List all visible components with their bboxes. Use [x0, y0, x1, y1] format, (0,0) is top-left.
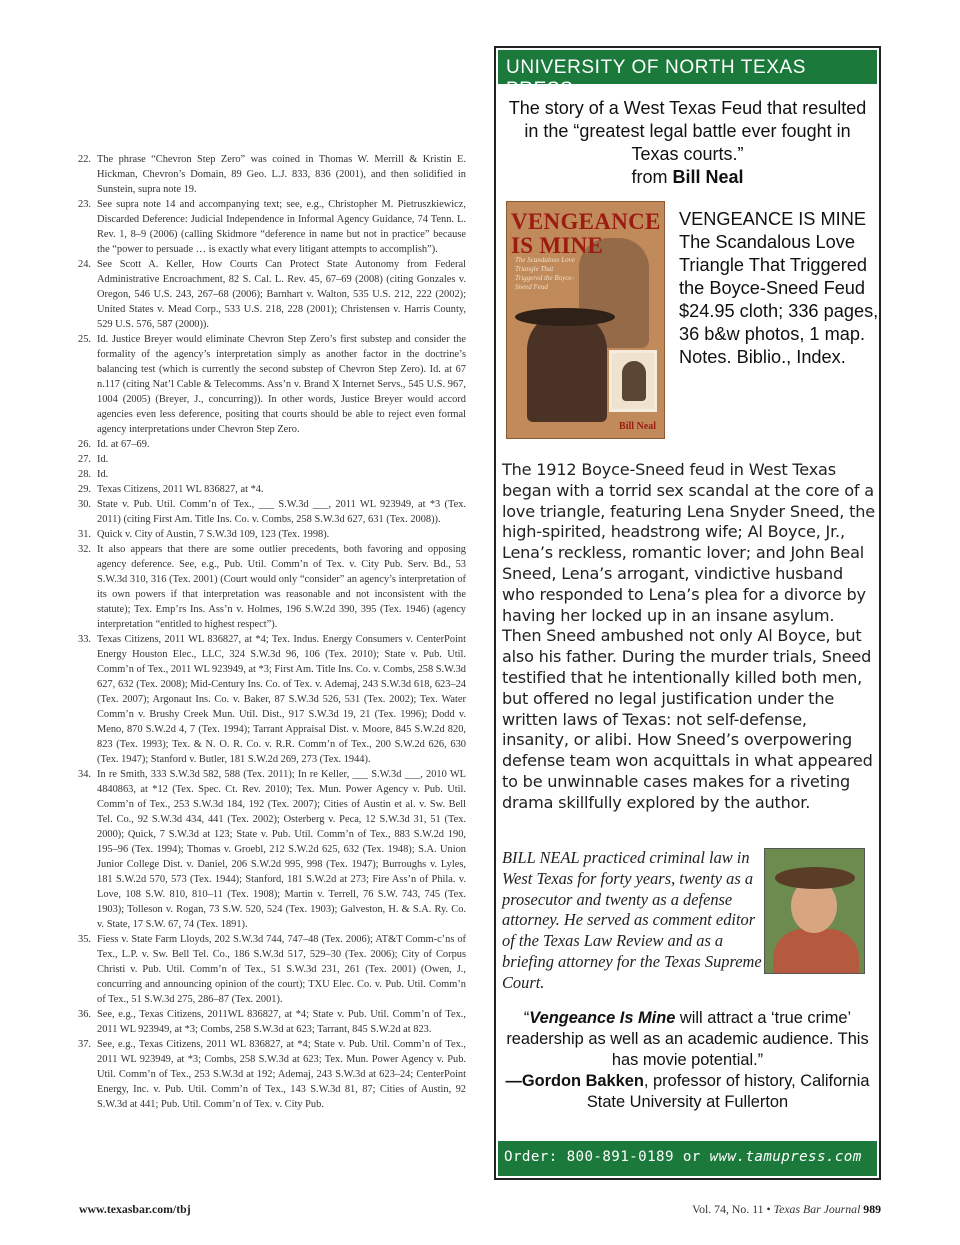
quote-author-role: , professor of history, California State University at Fullerton — [586, 1072, 870, 1111]
footer-bullet: • — [766, 1202, 771, 1216]
footnote-text: State v. Pub. Util. Comm’n of Tex., ___ S.W.3d ___, 2011 WL 923949, at *3 (Tex. 2011) (citing First Am. Title Ins. Co. v. Combs, 258 S.W.3d 627, 631 (Tex. 2008)). — [97, 499, 466, 525]
footnote-number: 25. — [78, 334, 91, 345]
review-quote — [504, 1008, 871, 1113]
footnote-text: In re Smith, 333 S.W.3d 582, 588 (Tex. 2011); In re Keller, ___ S.W.3d ___, 2010 WL 4840863, at *12 (Tex. Spec. Ct. Rev. 2010); Tex. Mun. Power Agency v. Pub. Util. Comm’n of Tex., 253 S.W.3d 184, 192 (Tex. 2007); Cities of Austin et al. v. Sw. Bell Tel. Co., 92 S.W.3d 434, 441 (Tex. 2002); Osterberg v. Peca, 12 S.W.3d 31, 51 (Tex. 2000); Quick, 7 S.W.3d at 123; State v. Pub. Util. Comm’n of Tex., 883 S.W.2d 190, 195–96 (Tex. 1994); Thomas v. Groebl, 212 S.W.2d 625, 632 (Tex. 1948); S.A. Union Junior College Dist. v. Daniel, 206 S.W.2d 995, 998 (Tex. 1947); Burroughs v. Lyles, 181 S.W.2d 570, 573 (Tex. 1944); Stanford, 181 S.W.2d at 273; Fire Ass’n of Phila. v. Love, 108 S.W. 810, 810–11 (Tex. 1908); Martin v. Terrell, 76 S.W. 743, 745 (Tex. 1903); Tolleson v. Rogan, 73 S.W. 520, 524 (Tex. 1903); Galveston, H. & S.A. Ry. Co. v. State, 17 S.W. 67, 74 (Tex. 1891). — [97, 769, 466, 930]
footnote-number: 26. — [78, 439, 91, 450]
tagline-from: from — [631, 167, 668, 187]
cover-author: Bill Neal — [619, 421, 656, 432]
footnote-text: Id. at 67–69. — [97, 439, 150, 450]
page-number: 989 — [863, 1202, 881, 1216]
book-cover-image — [506, 201, 665, 439]
footnote-number: 23. — [78, 199, 91, 210]
footer-website-link[interactable]: www.texasbar.com/tbj — [79, 1202, 191, 1216]
footer-journal: Texas Bar Journal — [773, 1202, 861, 1216]
footnote — [78, 542, 466, 632]
footnote — [78, 932, 466, 1007]
footnote — [78, 197, 466, 257]
cover-blurb: The Scandalous Love Triangle That Triggered the Boyce-Sneed Feud — [515, 256, 575, 291]
footnote-text: The phrase “Chevron Step Zero” was coined in Thomas W. Merrill & Kristin E. Hickman, Chevron’s Domain, 89 Geo. L.J. 833, 836 (2001), and then solidified in Sunstein, supra note 19. — [97, 154, 466, 195]
cover-hat-shape — [515, 308, 615, 326]
cover-small-portrait — [609, 350, 657, 412]
footnote — [78, 767, 466, 932]
publisher-header: UNIVERSITY OF NORTH TEXAS PRESS — [498, 50, 877, 84]
tagline-author: Bill Neal — [672, 167, 744, 187]
author-bio: BILL NEAL practiced criminal law in West Texas for forty years, twenty as a prosecutor and twenty as a defense attorney. He served as comment editor of the Texas Law Review and as a briefing attorney for the Texas Supreme Court. — [502, 848, 762, 992]
ad-tagline — [506, 97, 869, 189]
footnote — [78, 1007, 466, 1037]
footnote-text: See supra note 14 and accompanying text; see, e.g., Christopher M. Pietruszkiewicz, Discarded Deference: Judicial Independence in Informal Agency Guidance, 74 Tenn. L. Rev. 1, 8–9 (2006) (calling Skidmore “deference in name but not in practice” because the “power to persuade … is exactly what every litigant attempts to accomplish”). — [97, 199, 466, 255]
footnote-text: See, e.g., Texas Citizens, 2011WL 836827, at *4; State v. Pub. Util. Comm’n of Tex., 2011 WL 923949, at *3; Combs, 258 S.W.3d at 623; Tarrant, 845 S.W.2d at 823. — [97, 1009, 466, 1035]
cover-title: VENGEANCE IS MINE — [511, 209, 661, 258]
footnote-number: 33. — [78, 634, 91, 645]
footnote — [78, 257, 466, 332]
footnote — [78, 152, 466, 197]
footer-volume: Vol. 74, No. 11 — [692, 1202, 764, 1216]
footnote — [78, 497, 466, 527]
footnote-text: Id. Justice Breyer would eliminate Chevron Step Zero’s first substep and consider the formality of the agency’s interpretation simply as another factor in the doctrine’s balancing test (which is currently the second substep of Chevron Step Zero). Id. at 67 n.117 (citing Nat’l Cable & Telecomms. Ass’n v. Brand X Internet Servs., 545 U.S. 967, 1004 (2005) (Breyer, J., concurring)). In other words, Justice Breyer would accord agencies even less deference, positing that courts should be able to reject even formal agency interpretations under Chevron Step Zero. — [97, 334, 466, 435]
footnote-number: 32. — [78, 544, 91, 555]
photo-shirt — [773, 929, 859, 974]
footnote — [78, 632, 466, 767]
footnote — [78, 437, 466, 452]
quote-book-title: Vengeance Is Mine — [529, 1009, 676, 1027]
footnote — [78, 467, 466, 482]
footnote-text: Texas Citizens, 2011 WL 836827, at *4. — [97, 484, 264, 495]
quote-dash: — — [505, 1072, 522, 1090]
footnote — [78, 452, 466, 467]
footnote-number: 31. — [78, 529, 91, 540]
footnote-text: Fiess v. State Farm Lloyds, 202 S.W.3d 744, 747–48 (Tex. 2006); AT&T Comm-c’ns of Tex., L.P. v. Sw. Bell Tel. Co., 186 S.W.3d 517, 529–30 (Tex. 2006); City of Corpus Christi v. Pub. Util. Comm’n of Tex., 51 S.W.3d 231, 261 (Tex. 2001) (Owen, J., concurring and announcing opinion of the court); TXU Elec. Co. v. Pub. Util. Comm’n of Tex., 51 S.W.3d 275, 286–87 (Tex. 2001). — [97, 934, 466, 1005]
footnote-number: 34. — [78, 769, 91, 780]
footnotes-column — [78, 152, 466, 1112]
footnote-text: See, e.g., Texas Citizens, 2011 WL 836827, at *4; State v. Pub. Util. Comm’n of Tex., 2011 WL 923949, at *3; Combs, 258 S.W.3d at 623; Tex. Mun. Power Agency v. Pub. Util. Comm’n of Tex., 253 S.W.3d at 192; Ademaj, 243 S.W.3d at 623–24; CenterPoint Energy, Inc. v. Pub. Util. Comm’n of Tex., 143 S.W.3d 81, 87; Cities of Austin, 92 S.W.3d at 441; Pub. Util. Comm’n of Tex. v. City Pub. — [97, 1039, 466, 1110]
footnote — [78, 482, 466, 497]
footnote-text: See Scott A. Keller, How Courts Can Protect State Autonomy from Federal Administrative Encroachment, 82 S. Cal. L. Rev. 45, 67–69 (2008) (citing Gonzales v. Oregon, 546 U.S. 243, 267–68 (2006); Barnhart v. Walton, 535 U.S. 212, 222 (2002); United States v. Mead Corp., 533 U.S. 218, 228 (2001); Christensen v. Harris County, 529 U.S. 576, 587 (2000)). — [97, 259, 466, 330]
cover-portrait-man — [527, 312, 607, 422]
footnote-text: Texas Citizens, 2011 WL 836827, at *4; Tex. Indus. Energy Consumers v. CenterPoint Energy Houston Elec., LLC, 324 S.W.3d 96, 106 (Tex. 2010); State v. Pub. Util. Comm’n of Tex., 2011 WL 923949, at *3; First Am. Title Ins. Co. v. Combs, 258 S.W.3d 627, 632 (Tex. 2008); Mid-Century Ins. Co. of Tex. v. Ademaj, 243 S.W.3d 618, 623–24 (Tex. 2007); Argonaut Ins. Co. v. Baker, 87 S.W.3d 526, 531 (Tex. 2002); Tex. Water Comm’n v. Brushy Creek Mun. Util. Dist., 917 S.W.3d 19, 21 (Tex. 1996); Dodd v. Meno, 870 S.W.2d 4, 7 (Tex. 1994); Tarrant Appraisal Dist. v. Moore, 845 S.W.2d 820, 823 (Tex. 1993); Tex. & N. O. R. Co. v. R.R. Comm’n of Tex., 200 S.W.2d 626, 630 (Tex. 1947); Stanford v. Butler, 181 S.W.2d 269, 273 (Tex. 1944). — [97, 634, 466, 765]
footnote-number: 27. — [78, 454, 91, 465]
footnote-number: 29. — [78, 484, 91, 495]
footnote — [78, 332, 466, 437]
footnote-text: Quick v. City of Austin, 7 S.W.3d 109, 123 (Tex. 1998). — [97, 529, 330, 540]
footnote-number: 22. — [78, 154, 91, 165]
footnote-number: 30. — [78, 499, 91, 510]
footnote-number: 36. — [78, 1009, 91, 1020]
book-description: The 1912 Boyce-Sneed feud in West Texas began with a torrid sex scandal at the core of a love triangle, featuring Lena Snyder Sneed, the high-spirited, headstrong wife; Al Boyce, Jr., Lena’s reckless, romantic lover; and John Beal Sneed, Lena’s arrogant, vindictive husband who responded to Lena’s plea for a divorce by having her locked up in an insane asylum. Then Sneed ambushed not only Al Boyce, but also his father. During the murder trials, Sneed testified that he intentionally killed both men, but offered no legal justification under the written laws of Texas: not self-defense, insanity, or alibi. How Sneed’s overpowering defense team won acquittals in what appeared to be unwinnable cases makes for a riveting drama skillfully explored by the author. — [502, 460, 875, 812]
footnote-number: 35. — [78, 934, 91, 945]
order-bar — [498, 1141, 877, 1176]
footnote-text: It also appears that there are some outlier precedents, both favoring and opposing agency deference. See, e.g., Pub. Util. Comm’n of Tex. v. City Pub. Serv. Bd., 53 S.W.3d 310, 316 (Tex. 2001) (Court would only “consider” an agency’s interpretation of its own powers if that interpretation was reasonable and not inconsistent with the statute); Tex. Emp’rs Ins. Ass’n v. Holmes, 196 S.W.2d 390, 395 (Tex. 1946) (agency interpretation “entitled to highest respect”). — [97, 544, 466, 630]
footnote-number: 28. — [78, 469, 91, 480]
footnote-number: 24. — [78, 259, 91, 270]
photo-hat — [775, 867, 855, 889]
footnote-number: 37. — [78, 1039, 91, 1050]
footer-issue-info — [692, 1202, 881, 1217]
book-details: VENGEANCE IS MINE The Scandalous Love Triangle That Triggered the Boyce-Sneed Feud $24.95 cloth; 336 pages, 36 b&w photos, 1 map. Notes. Biblio., Index. — [679, 209, 879, 367]
order-phone: Order: 800-891-0189 or — [504, 1149, 701, 1165]
quote-open: “ — [523, 1009, 530, 1027]
footnote — [78, 1037, 466, 1112]
footnote-text: Id. — [97, 469, 109, 480]
book-advertisement — [494, 46, 881, 1180]
footnote-text: Id. — [97, 454, 109, 465]
author-photo — [764, 848, 865, 974]
quote-author: Gordon Bakken — [521, 1072, 644, 1090]
order-link[interactable]: www.tamupress.com — [709, 1149, 862, 1165]
tagline-text: The story of a West Texas Feud that resulted in the “greatest legal battle ever fought in Texas courts.” — [508, 98, 867, 164]
quote-body: will attract a ‘true crime’ readership as well as an academic audience. This has movie potential.” — [506, 1009, 869, 1069]
footnote — [78, 527, 466, 542]
